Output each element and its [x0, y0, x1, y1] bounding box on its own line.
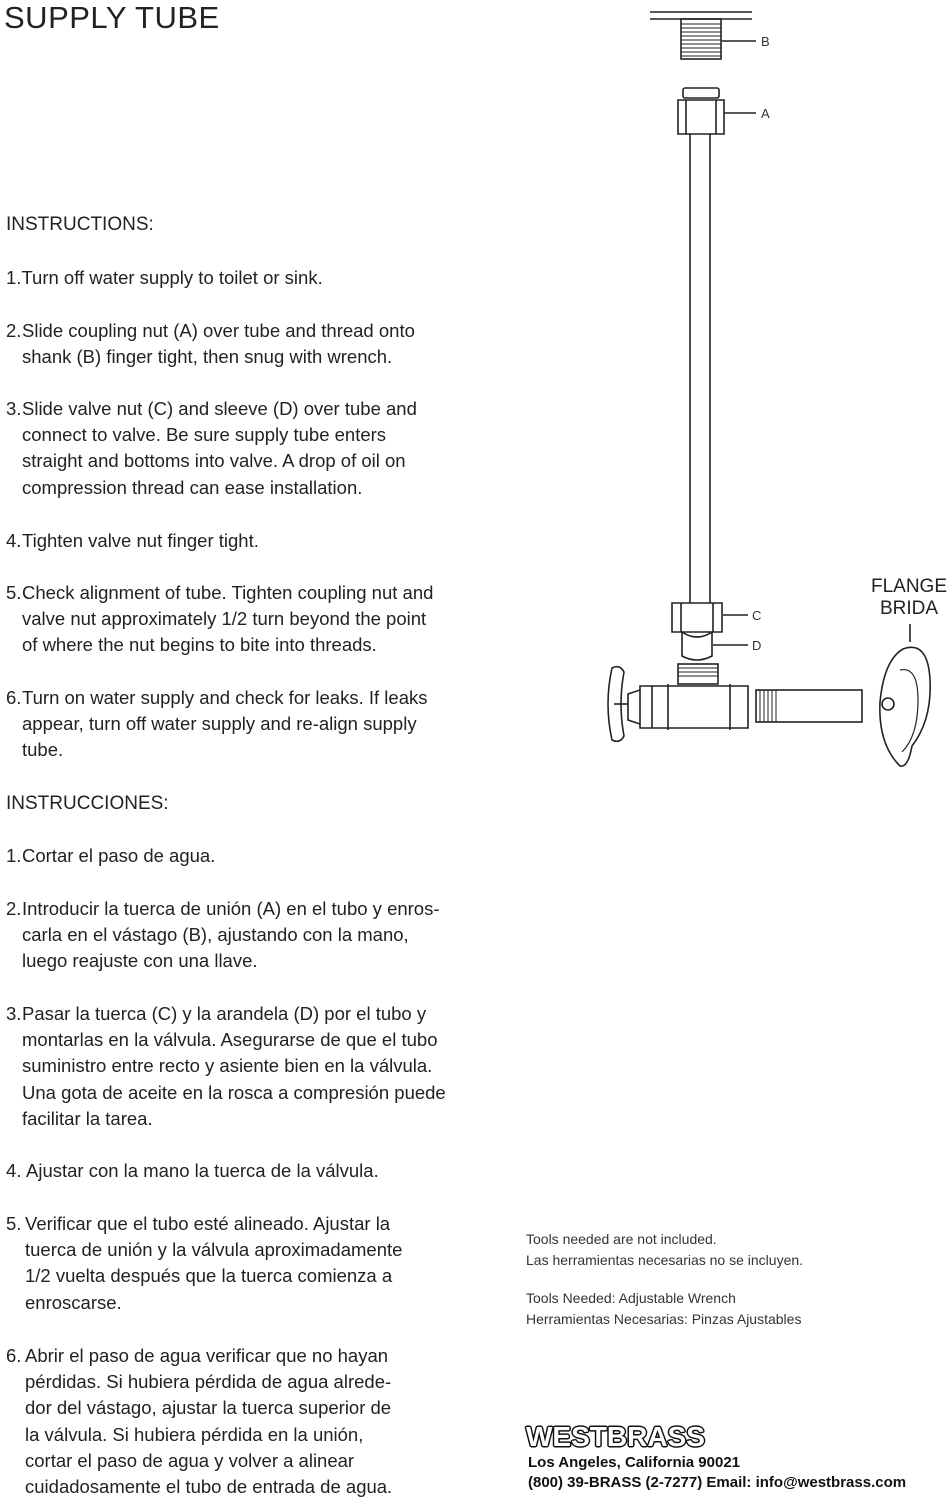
label-a: A [761, 106, 770, 121]
tools-not-included-en: Tools needed are not included. [526, 1231, 717, 1247]
instructions-heading: INSTRUCTIONS: [6, 214, 154, 235]
tools-not-included-note [526, 1229, 803, 1270]
label-d: D [752, 638, 762, 653]
instruccion-paso-3: 3. Pasar la tuerca (C) y la arandela (D) por el tubo y montarlas en la válvula. Asegurarse de que el tubo suministro entre recto y asiente bien en la válvula. Una gota de aceite en la rosca a compresión puede facilitar la tarea. [6, 1003, 446, 1129]
valve-body [640, 686, 748, 728]
westbrass-logo: WESTBRASS [526, 1421, 705, 1452]
label-b: B [761, 34, 770, 49]
instruction-step-1: 1.Turn off water supply to toilet or sink. [6, 267, 323, 288]
flange-label-en: FLANGE [870, 576, 947, 597]
coupling-nut-a [678, 100, 724, 134]
shank-body [681, 19, 721, 59]
flange-label [868, 576, 947, 620]
instruction-step-2: 2. Slide coupling nut (A) over tube and thread onto shank (B) finger tight, then snug with wrench. [6, 320, 415, 368]
brand-city: Los Angeles, California 90021 [528, 1454, 741, 1471]
instruccion-paso-1: 1. Cortar el paso de agua. [6, 845, 216, 866]
instruccion-paso-5: 5. Verificar que el tubo esté alineado. Ajustar la tuerca de unión y la válvula aproximadamente 1/2 vuelta después que la tuerca comienza a enroscarse. [6, 1213, 403, 1313]
instruction-step-4: 4. Tighten valve nut finger tight. [6, 530, 259, 551]
instrucciones-heading: INSTRUCCIONES: [6, 793, 169, 814]
valve-stem [628, 690, 640, 724]
coupling-nut-top [683, 88, 719, 98]
instruction-step-3: 3. Slide valve nut (C) and sleeve (D) over tube and connect to valve. Be sure supply tube enters straight and bottoms into valve. A drop of oil on compression thread can ease installation. [6, 398, 417, 498]
tools-needed-en: Tools Needed: Adjustable Wrench [526, 1290, 736, 1306]
instruction-step-5: 5. Check alignment of tube. Tighten coupling nut and valve nut approximately 1/2 turn beyond the point of where the nut begins to bite into threads. [6, 582, 434, 656]
flange-hole [882, 698, 894, 710]
page-title: SUPPLY TUBE [4, 0, 220, 35]
label-c: C [752, 608, 762, 623]
inlet-threads [760, 690, 776, 722]
tools-needed-es: Herramientas Necesarias: Pinzas Ajustables [526, 1310, 802, 1327]
shank-threads [681, 24, 721, 56]
valve-top-port [678, 664, 718, 684]
tools-needed-note [526, 1288, 801, 1329]
valve-nut-c [672, 603, 722, 632]
sleeve-d [682, 632, 712, 660]
brand-contact: (800) 39-BRASS (2-7277) Email: info@westbrass.com [528, 1474, 907, 1491]
instruccion-paso-4: 4. Ajustar con la mano la tuerca de la válvula. [6, 1160, 379, 1181]
tools-not-included-es: Las herramientas necesarias no se incluyen. [526, 1251, 804, 1268]
instruccion-paso-6: 6. Abrir el paso de agua verificar que no hayan pérdidas. Si hubiera pérdida de agua alrede- dor del vástago, ajustar la tuerca superior de la válvula. Si hubiera pérdida en la unión, cortar el paso de agua y volver a alinear cuidadosamente el tubo de entrada de agua. [6, 1345, 393, 1498]
instruccion-paso-2: 2. Introducir la tuerca de unión (A) en el tubo y enros- carla en el vástago (B), ajustando con la mano, luego reajuste con una llave. [6, 898, 440, 972]
flange-label-es: BRIDA [879, 598, 939, 619]
instruction-step-6: 6. Turn on water supply and check for leaks. If leaks appear, turn off water supply and re-align supply tube. [6, 687, 428, 761]
